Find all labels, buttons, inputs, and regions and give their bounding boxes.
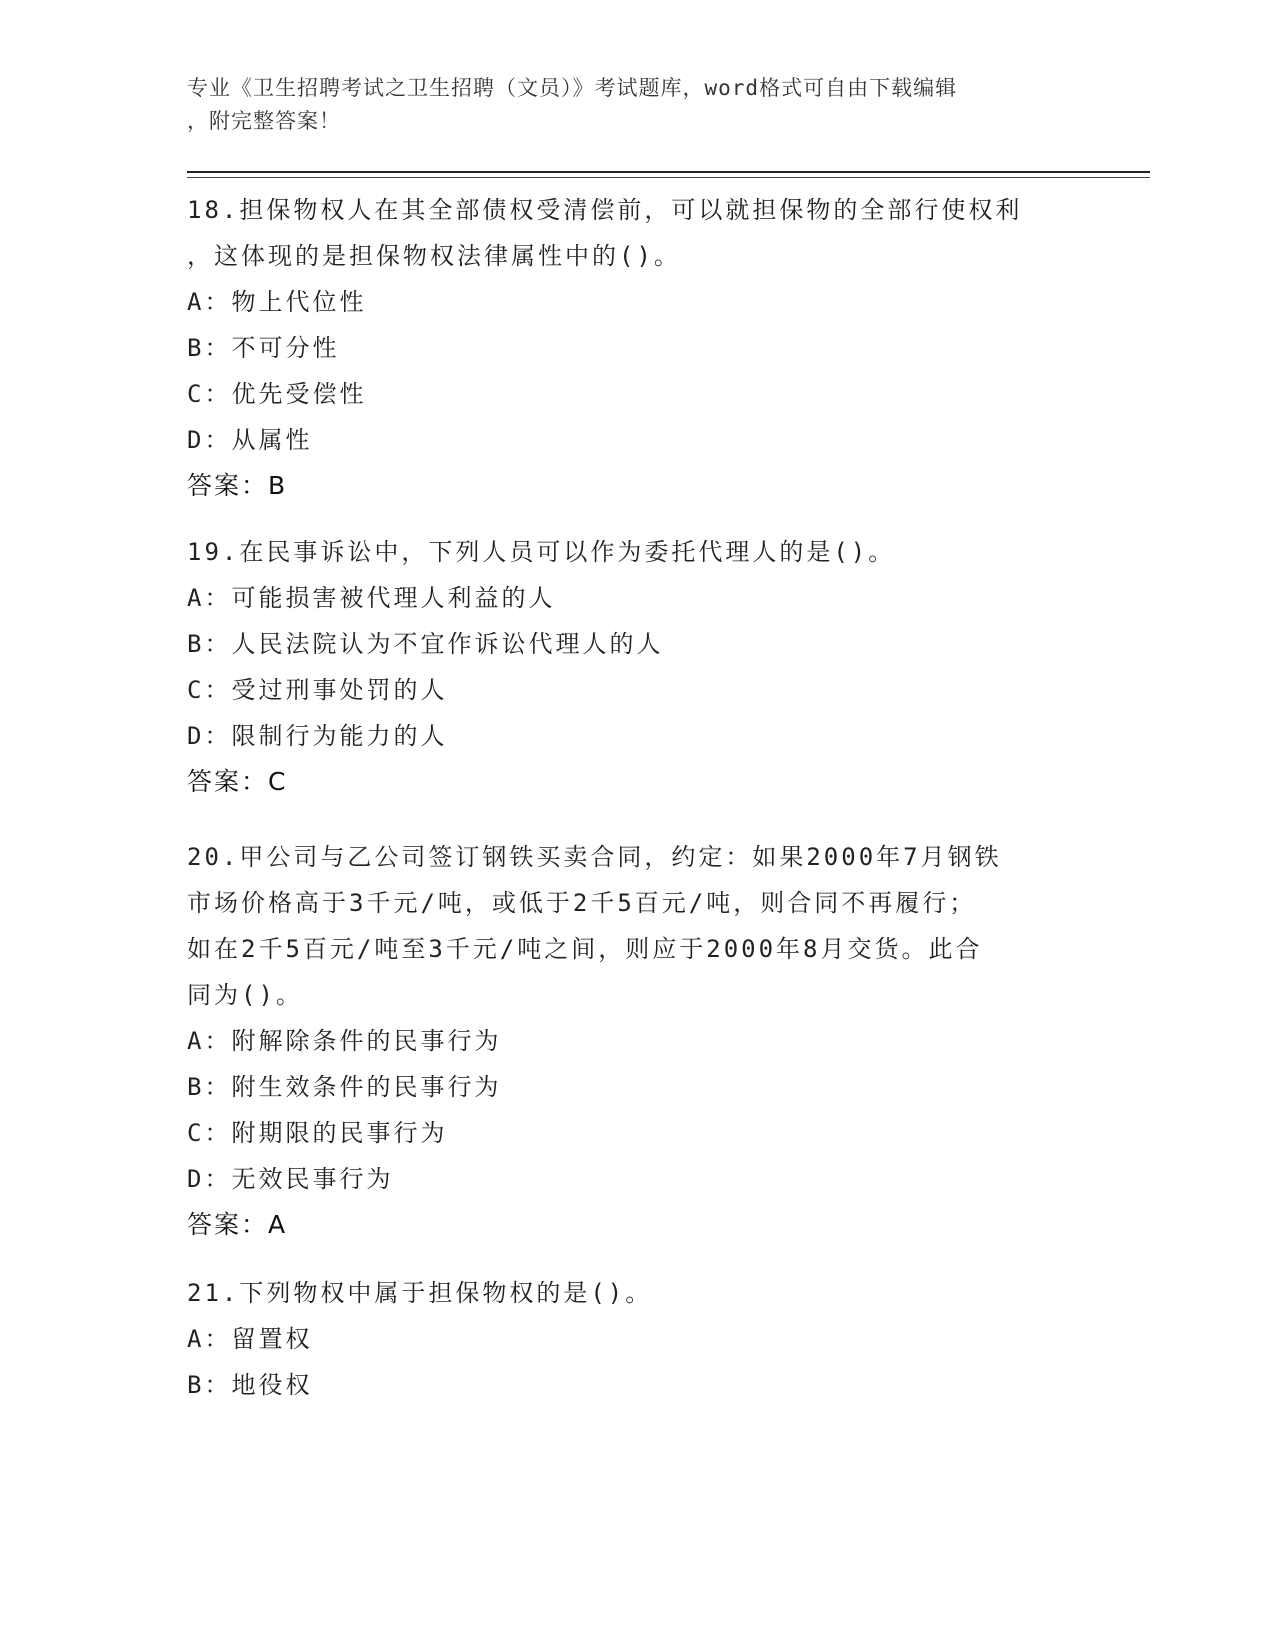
option-a: A：附解除条件的民事行为 [187, 1027, 502, 1055]
question-20 [187, 834, 1087, 1248]
option-c: C：附期限的民事行为 [187, 1119, 448, 1147]
answer-label: 答案：C [187, 767, 288, 796]
question-stem-line: 20.甲公司与乙公司签订钢铁买卖合同，约定：如果2000年7月钢铁 [187, 843, 1002, 871]
answer-label: 答案：A [187, 1210, 288, 1239]
option-c: C：优先受偿性 [187, 380, 367, 408]
option-b: B：不可分性 [187, 334, 340, 362]
question-stem-line: 如在2千5百元/吨至3千元/吨之间，则应于2000年8月交货。此合 [187, 935, 983, 963]
question-stem-line: 市场价格高于3千元/吨，或低于2千5百元/吨，则合同不再履行； [187, 889, 977, 917]
question-stem-line: 19.在民事诉讼中，下列人员可以作为委托代理人的是()。 [187, 538, 896, 566]
header-line-2: ，附完整答案！ [187, 109, 341, 133]
option-a: A：可能损害被代理人利益的人 [187, 584, 556, 612]
question-21 [187, 1270, 1087, 1408]
option-a: A：物上代位性 [187, 288, 367, 316]
option-d: D：限制行为能力的人 [187, 722, 448, 750]
option-d: D：从属性 [187, 426, 313, 454]
option-b: B：附生效条件的民事行为 [187, 1073, 502, 1101]
question-18 [187, 187, 1087, 509]
option-b: B：地役权 [187, 1371, 313, 1399]
document-header [187, 72, 1067, 138]
question-stem-line: 同为()。 [187, 981, 303, 1009]
option-c: C：受过刑事处罚的人 [187, 676, 448, 704]
answer-label: 答案：B [187, 471, 288, 500]
question-stem-line: 21.下列物权中属于担保物权的是()。 [187, 1279, 653, 1307]
question-stem-line: ，这体现的是担保物权法律属性中的()。 [187, 242, 681, 270]
header-line-1: 专业《卫生招聘考试之卫生招聘（文员）》考试题库，word格式可自由下载编辑 [187, 76, 958, 100]
question-19 [187, 529, 1087, 805]
question-stem-line: 18.担保物权人在其全部债权受清偿前，可以就担保物的全部行使权利 [187, 196, 1023, 224]
option-d: D：无效民事行为 [187, 1165, 394, 1193]
option-b: B：人民法院认为不宜作诉讼代理人的人 [187, 630, 664, 658]
header-divider-top [187, 171, 1150, 173]
option-a: A：留置权 [187, 1325, 313, 1353]
header-divider-bottom [187, 177, 1150, 178]
